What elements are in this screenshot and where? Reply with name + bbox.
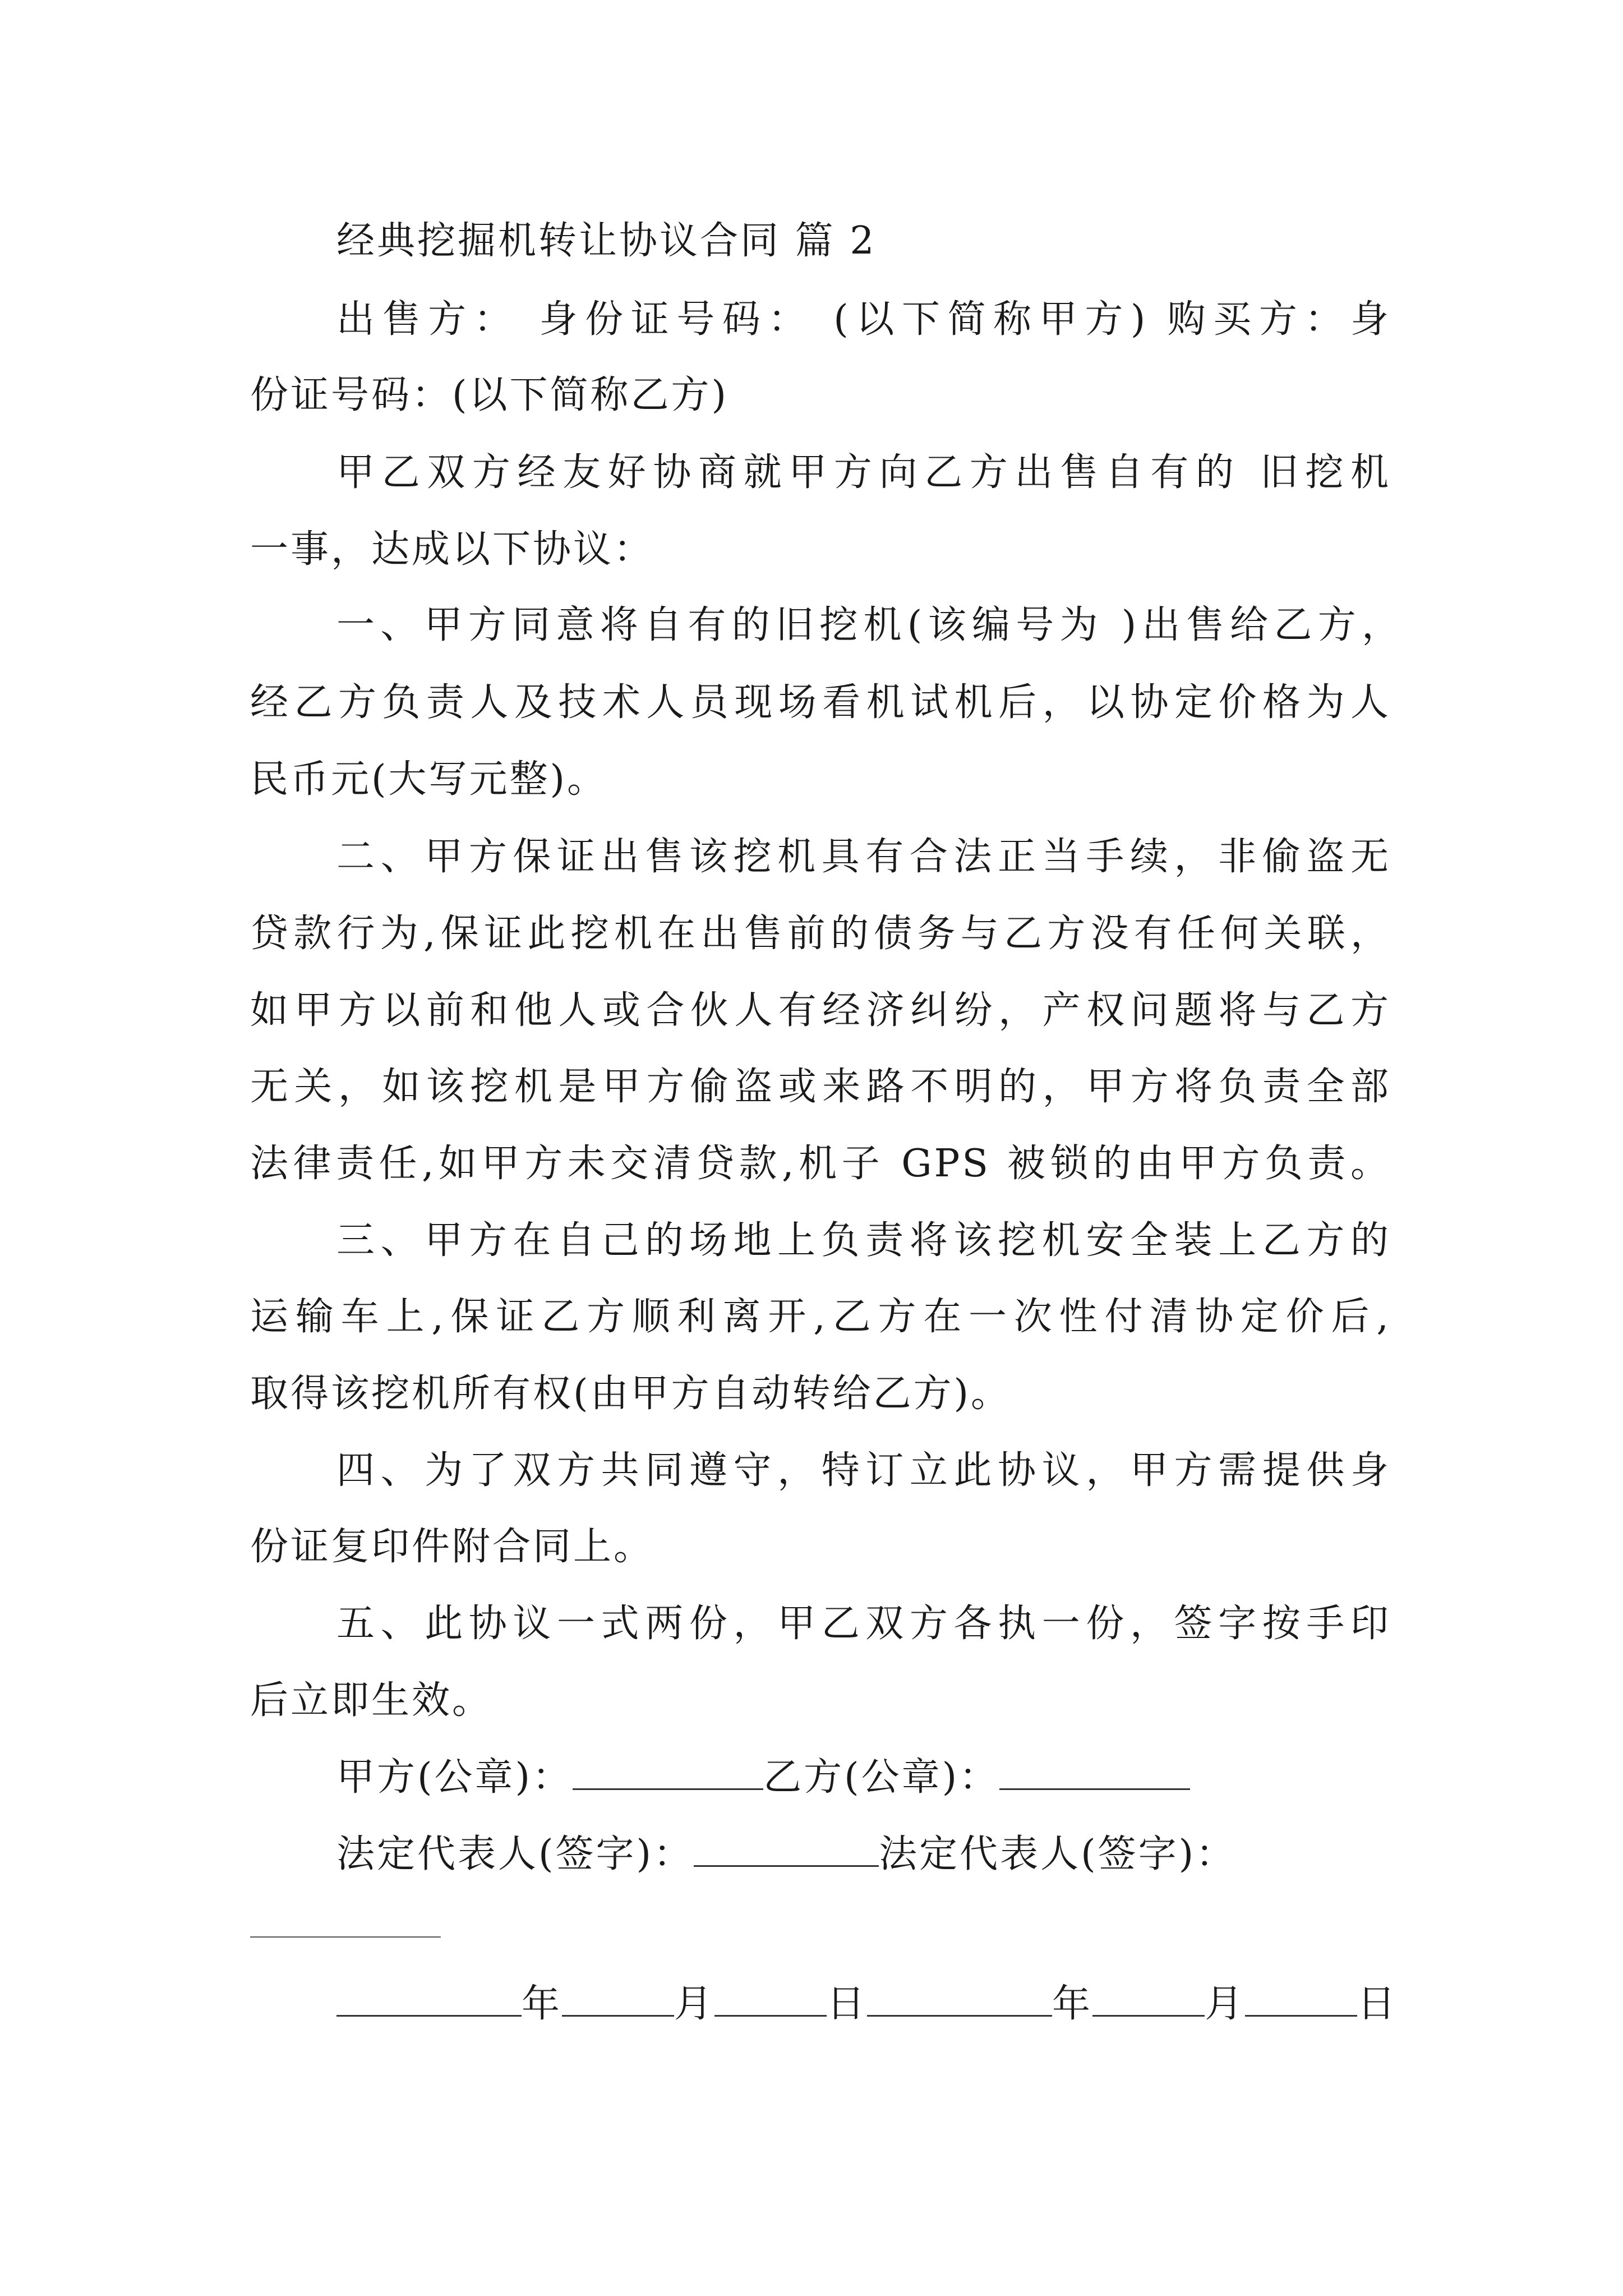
clause2-line-1: 二、甲方保证出售该挖机具有合法正当手续，非偷盗无 bbox=[336, 835, 1391, 879]
rep-a-blank[interactable] bbox=[694, 1832, 879, 1867]
date-b-month-label: 月 bbox=[1205, 1982, 1246, 2026]
clause5-line-1: 五、此协议一式两份，甲乙双方各执一份，签字按手印 bbox=[336, 1602, 1391, 1646]
date-a-month-blank[interactable] bbox=[562, 1981, 674, 2017]
date-b-year-blank[interactable] bbox=[867, 1981, 1052, 2017]
document-title: 经典挖掘机转让协议合同 篇 2 bbox=[336, 219, 877, 263]
clause2-line-4: 无关，如该挖机是甲方偷盗或来路不明的，甲方将负责全部 bbox=[250, 1065, 1391, 1109]
clause3-line-3: 取得该挖机所有权(由甲方自动转给乙方)。 bbox=[250, 1372, 1012, 1416]
clause2-line-5: 法律责任,如甲方未交清贷款,机子 GPS 被锁的由甲方负责。 bbox=[250, 1142, 1391, 1186]
seal-row bbox=[336, 1755, 1190, 1800]
parties-line-1: 出售方： 身份证号码： (以下简称甲方) 购买方：身 bbox=[336, 297, 1391, 342]
date-a-year-blank[interactable] bbox=[336, 1981, 522, 2017]
party-b-seal-blank[interactable] bbox=[999, 1755, 1190, 1790]
date-row bbox=[336, 1981, 1398, 2027]
clause1-line-1: 一、甲方同意将自有的旧挖机(该编号为 )出售给乙方， bbox=[336, 603, 1402, 647]
date-b-month-blank[interactable] bbox=[1092, 1981, 1205, 2017]
date-b-day-label: 日 bbox=[1357, 1982, 1398, 2026]
date-b-year-label: 年 bbox=[1052, 1982, 1093, 2026]
parties-line-2: 份证号码：(以下简称乙方) bbox=[250, 373, 729, 417]
date-b-day-blank[interactable] bbox=[1245, 1981, 1357, 2017]
rep-a-label: 法定代表人(签字)： bbox=[336, 1832, 694, 1876]
date-a-day-blank[interactable] bbox=[714, 1981, 827, 2017]
date-a-day-label: 日 bbox=[827, 1982, 868, 2026]
clause1-line-2: 经乙方负责人及技术人员现场看机试机后，以协定价格为人 bbox=[250, 680, 1391, 725]
clause2-line-2: 贷款行为,保证此挖机在出售前的债务与乙方没有任何关联， bbox=[250, 912, 1391, 956]
date-a-month-label: 月 bbox=[674, 1982, 715, 2026]
representative-row bbox=[336, 1832, 1236, 1877]
party-a-seal-blank[interactable] bbox=[573, 1755, 763, 1790]
party-b-seal-label: 乙方(公章)： bbox=[763, 1755, 1000, 1800]
date-a-year-label: 年 bbox=[522, 1982, 562, 2026]
intro-line-2: 一事，达成以下协议： bbox=[250, 527, 654, 572]
clause2-line-3: 如甲方以前和他人或合伙人有经济纠纷，产权问题将与乙方 bbox=[250, 988, 1391, 1033]
party-a-seal-label: 甲方(公章)： bbox=[336, 1755, 573, 1800]
rep-b-label: 法定代表人(签字)： bbox=[879, 1832, 1237, 1876]
clause4-line-1: 四、为了双方共同遵守，特订立此协议，甲方需提供身 bbox=[336, 1448, 1391, 1493]
clause3-line-2: 运输车上,保证乙方顺利离开,乙方在一次性付清协定价后, bbox=[250, 1295, 1391, 1339]
rep-b-blank[interactable] bbox=[250, 1936, 441, 1938]
clause3-line-1: 三、甲方在自己的场地上负责将该挖机安全装上乙方的 bbox=[336, 1218, 1391, 1263]
clause1-line-3: 民币元(大写元整)。 bbox=[250, 757, 608, 802]
clause4-line-2: 份证复印件附合同上。 bbox=[250, 1525, 654, 1569]
clause5-line-2: 后立即生效。 bbox=[250, 1678, 493, 1723]
intro-line-1: 甲乙双方经友好协商就甲方向乙方出售自有的 旧挖机 bbox=[336, 450, 1391, 495]
